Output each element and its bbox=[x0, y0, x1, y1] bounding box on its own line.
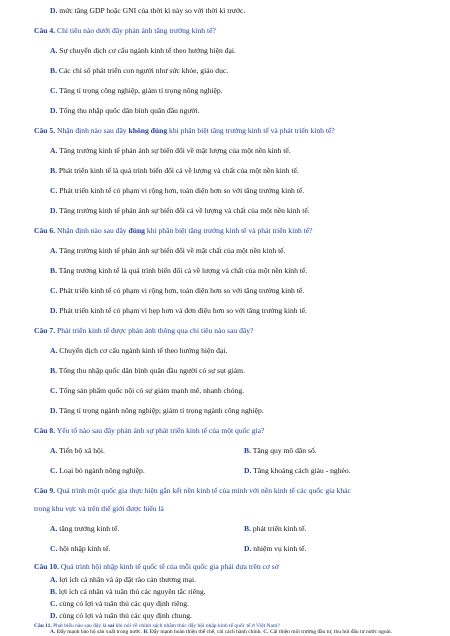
option-text: phát triển kinh tế. bbox=[252, 524, 307, 533]
option-text: lợi ích cá nhân và áp đặt rào cản thương mại. bbox=[59, 575, 197, 584]
question-text: Chỉ tiêu nào dưới đây phản ánh tăng trưởng kinh tế? bbox=[57, 26, 216, 35]
option-line bbox=[50, 146, 291, 156]
option-text: Tăng khoảng cách giàu - nghèo. bbox=[253, 466, 351, 475]
option-line bbox=[50, 524, 119, 534]
option-text: Tăng trưởng kinh tế là quá trình biến đổi cả về lượng và chất của một nền kinh tế. bbox=[58, 266, 308, 275]
option-label: C. bbox=[263, 629, 269, 635]
question-text: Yếu tố nào sau đây phản ánh sự phát triển kinh tế của một quốc gia? bbox=[56, 426, 265, 435]
question-line bbox=[34, 226, 313, 236]
question-label: Câu 4. bbox=[34, 26, 56, 35]
option-label: A. bbox=[50, 629, 56, 635]
option-label: B. bbox=[50, 66, 57, 75]
question-line bbox=[34, 26, 216, 36]
option-line bbox=[50, 544, 110, 554]
option-label: A. bbox=[50, 146, 58, 155]
question-line bbox=[34, 126, 335, 136]
option-text: Chuyển dịch cơ cấu ngành kinh tế theo hướng hiện đại. bbox=[59, 346, 228, 355]
question-text-pre: Nhận định nào sau đây bbox=[57, 126, 129, 135]
question-label: Câu 8. bbox=[34, 426, 56, 435]
option-text: Sự chuyển dịch cơ cấu ngành kinh tế theo hướng hiện đại. bbox=[59, 46, 236, 55]
option-label: D. bbox=[244, 544, 252, 553]
option-line bbox=[50, 6, 245, 16]
option-text: Tăng trưởng kinh tế phản ánh sự biến đổi về mặt lượng của một nền kinh tế. bbox=[59, 146, 291, 155]
option-line bbox=[50, 166, 299, 176]
option-text: Tăng trưởng kinh tế phản ánh sự biến đổi về mặt chất của một nền kinh tế. bbox=[59, 246, 286, 255]
option-label: A. bbox=[50, 575, 58, 584]
option-line bbox=[50, 386, 244, 396]
question-text: Quá trình một quốc gia thực hiện gắn kết nền kinh tế của mình với nền kinh tế các quốc gia khác bbox=[57, 486, 351, 495]
option-text: Phát triển kinh tế là quá trình biến đổi cả về lượng và chất của một nền kinh tế. bbox=[58, 166, 299, 175]
question-text-post: khi phân biệt tăng trưởng kinh tế và phát triển kinh tế? bbox=[167, 126, 335, 135]
option-text: Tiến bộ xã hội. bbox=[59, 446, 105, 455]
option-label: B. bbox=[143, 629, 149, 635]
option-label: D. bbox=[50, 306, 58, 315]
option-line bbox=[244, 544, 306, 554]
question-emphasis: không đúng bbox=[128, 126, 168, 135]
question-label: Câu 6. bbox=[34, 226, 56, 235]
question-line bbox=[34, 426, 264, 436]
option-text: lợi ích cá nhân và tuân thủ các nguyên tắc riêng. bbox=[58, 587, 206, 596]
option-text: Các chỉ số phát triển con người như sức khỏe, giáo dục. bbox=[58, 66, 229, 75]
question-label: Câu 10. bbox=[34, 562, 59, 571]
question-text: Phát triển kinh tế được phản ánh thông qua chỉ tiêu nào sau đây? bbox=[57, 326, 254, 335]
option-text: Tăng trưởng kinh tế phản ánh sự biến đổi cả về lượng và chất của một nền kinh tế. bbox=[59, 206, 310, 215]
question-continuation bbox=[34, 504, 164, 514]
option-line bbox=[50, 466, 145, 476]
option-label: D. bbox=[50, 406, 58, 415]
option-text: Đẩy mạnh hoàn thiện thể chế, cải cách hành chính. bbox=[149, 629, 262, 635]
option-line bbox=[50, 306, 307, 316]
option-label: B. bbox=[50, 366, 57, 375]
option-label: D. bbox=[50, 206, 58, 215]
question-label: Câu 5. bbox=[34, 126, 56, 135]
option-label: D. bbox=[50, 106, 58, 115]
option-line bbox=[50, 246, 285, 256]
question-text: Quá trình hội nhập kinh tế quốc tế của mỗi quốc gia phải dựa trên cơ sở bbox=[60, 562, 279, 571]
option-label: C. bbox=[50, 86, 58, 95]
question-text: Nam? bbox=[266, 623, 280, 629]
question-emphasis: đúng bbox=[128, 226, 145, 235]
question-text: trong khu vực và trên thế giới được hiểu là bbox=[34, 504, 164, 513]
option-text: hội nhập kinh tế. bbox=[59, 544, 111, 553]
option-label: C. bbox=[50, 544, 58, 553]
option-text: Tổng sản phẩm quốc nội có sự giảm mạnh mẽ, nhanh chóng. bbox=[59, 386, 245, 395]
option-text: Loại bỏ ngành nông nghiệp. bbox=[59, 466, 145, 475]
option-text: Phát triển kinh tế có phạm vi hẹp hơn và đơn điệu hơn so với tăng trưởng kinh tế. bbox=[59, 306, 307, 315]
question-text-pre: Nhận định nào sau đây bbox=[57, 226, 129, 235]
option-text: Phát triển kinh tế có phạm vi rộng hơn, toàn diện hơn so với tăng trưởng kinh tế. bbox=[59, 186, 305, 195]
option-label: C. bbox=[50, 386, 58, 395]
option-line bbox=[50, 346, 227, 356]
option-label: D. bbox=[50, 6, 58, 15]
option-label: B. bbox=[50, 266, 57, 275]
option-label: D. bbox=[50, 611, 58, 620]
question-text-post: khi nói về chính sách nhằm thúc đẩy hội nhập kinh tế quốc tế ở Việt bbox=[114, 623, 266, 629]
option-label: B. bbox=[244, 446, 251, 455]
option-label: C. bbox=[50, 286, 58, 295]
option-line bbox=[244, 524, 306, 534]
option-label: C. bbox=[50, 599, 58, 608]
option-text: Tổng thu nhập quốc dân bình quân đầu người có sự sụt giảm. bbox=[58, 366, 245, 375]
option-text: Đẩy mạnh bảo hộ sản xuất trong nước. bbox=[56, 629, 143, 635]
option-label: A. bbox=[50, 46, 58, 55]
option-line bbox=[50, 406, 264, 416]
option-text: Tăng quy mô dân số. bbox=[252, 446, 317, 455]
question-label: Câu 11. bbox=[34, 623, 52, 629]
option-line bbox=[50, 446, 105, 456]
option-line bbox=[244, 466, 351, 476]
option-line bbox=[50, 286, 304, 296]
option-label: C. bbox=[50, 186, 58, 195]
option-line bbox=[50, 366, 245, 376]
question-label: Câu 7. bbox=[34, 326, 56, 335]
question-line bbox=[34, 326, 253, 336]
question-line bbox=[34, 486, 351, 496]
option-text: mức tăng GDP hoặc GNI của thời kì này so với thời kì trước. bbox=[59, 6, 246, 15]
option-label: B. bbox=[50, 166, 57, 175]
option-text: Cải thiện môi trường đầu tư, thu hút đầu tư nước ngoài. bbox=[269, 629, 392, 635]
question-text-post: khi phân biệt tăng trưởng kinh tế và phát triển kinh tế? bbox=[144, 226, 313, 235]
option-text: Tăng tỉ trọng công nghiệp, giảm tỉ trọng nông nghiệp. bbox=[59, 86, 223, 95]
option-line bbox=[244, 446, 317, 456]
option-text: Phát triển kinh tế có phạm vi rộng hơn, toàn diện hơn so với tăng trưởng kinh tế. bbox=[59, 286, 305, 295]
question-emphasis: sai bbox=[107, 623, 115, 629]
option-text: nhiệm vụ kinh tế. bbox=[253, 544, 307, 553]
option-line bbox=[50, 86, 223, 96]
option-label: B. bbox=[244, 524, 251, 533]
option-line bbox=[50, 46, 236, 56]
option-line bbox=[50, 106, 200, 116]
option-line bbox=[50, 266, 307, 276]
option-line bbox=[50, 206, 310, 216]
option-text: cùng có lợi và tuân thủ các quy định chung. bbox=[59, 611, 192, 620]
option-label: D. bbox=[244, 466, 252, 475]
option-label: A. bbox=[50, 246, 58, 255]
option-line bbox=[50, 186, 304, 196]
option-text: Tổng thu nhập quốc dân bình quân đầu người. bbox=[59, 106, 200, 115]
option-text: cùng có lợi và tuân thủ các quy định riêng. bbox=[59, 599, 189, 608]
option-label: B. bbox=[50, 587, 57, 596]
question-text-pre: Phát biểu nào sau đây là bbox=[53, 623, 108, 629]
option-label: A. bbox=[50, 446, 58, 455]
option-label: A. bbox=[50, 346, 58, 355]
option-line bbox=[50, 66, 228, 76]
question-label: Câu 9. bbox=[34, 486, 56, 495]
option-text: Tăng tỉ trọng ngành nông nghiệp; giảm tỉ trọng ngành công nghiệp. bbox=[59, 406, 264, 415]
option-text: tăng trưởng kinh tế. bbox=[59, 524, 120, 533]
option-label: C. bbox=[50, 466, 58, 475]
option-label: A. bbox=[50, 524, 58, 533]
